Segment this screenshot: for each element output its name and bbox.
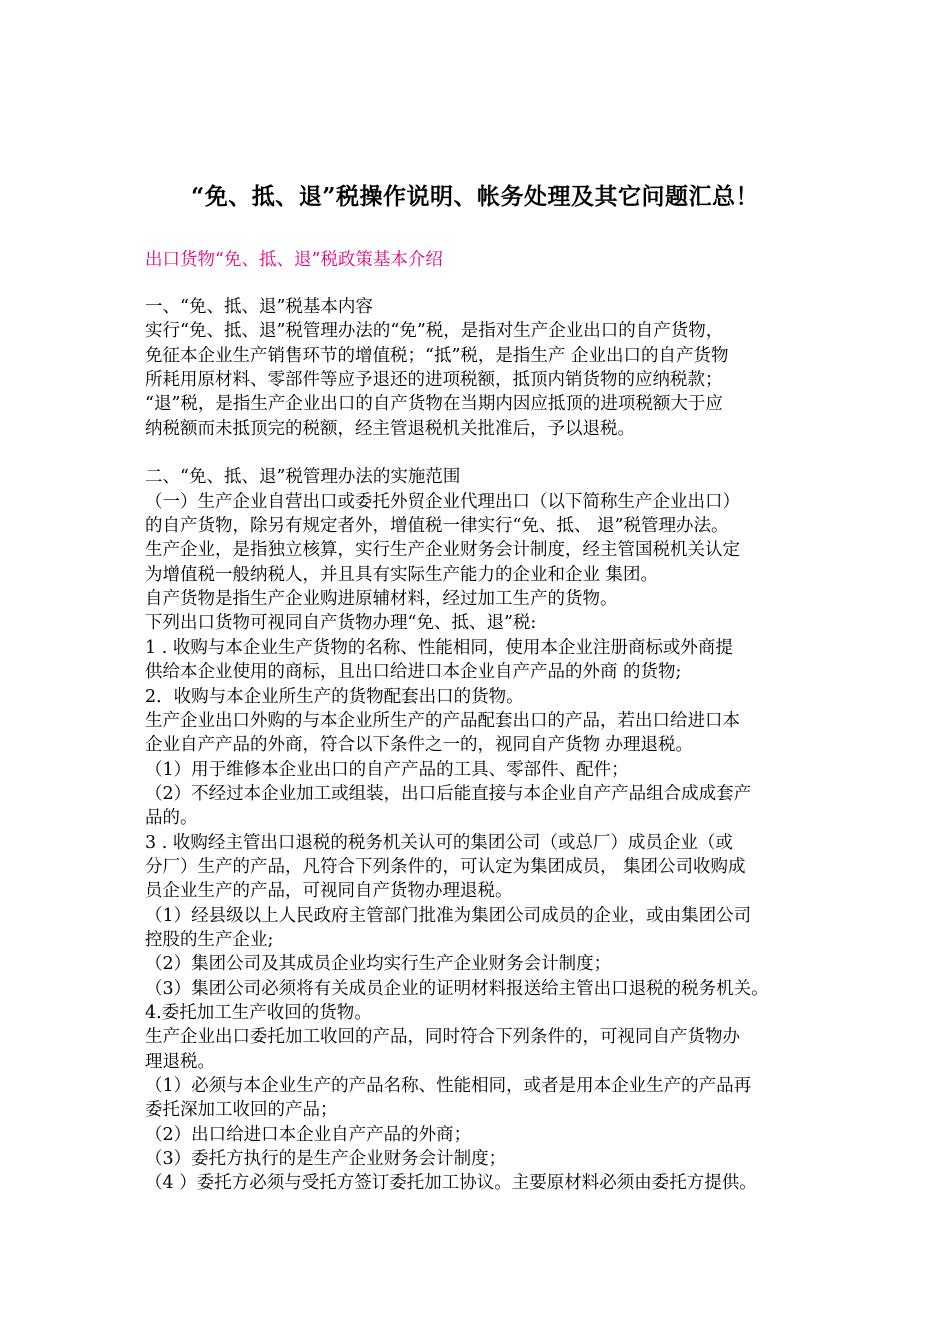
paragraph-line: 1 . 收购与本企业生产货物的名称、性能相同，使用本企业注册商标或外商提 xyxy=(145,637,733,658)
section-subtitle: 出口货物“免、抵、退”税政策基本介绍 xyxy=(145,250,443,270)
paragraph-line: 2．收购与本企业所生产的货物配套出口的货物。 xyxy=(145,686,524,707)
paragraph-line: 生产企业，是指独立核算，实行生产企业财务会计制度，经主管国税机关认定 xyxy=(145,540,740,561)
paragraph-line: 供给本企业使用的商标，且出口给进口本企业自产产品的外商 的货物; xyxy=(145,662,682,683)
paragraph-line: “退”税，是指生产企业出口的自产货物在当期内因应抵顶的进项税额大于应 xyxy=(145,394,723,415)
paragraph-line: 下列出口货物可视同自产货物办理“免、抵、退”税: xyxy=(145,613,537,634)
paragraph-line: 自产货物是指生产企业购进原辅材料，经过加工生产的货物。 xyxy=(145,589,618,610)
body-text xyxy=(145,295,835,1196)
paragraph-line: 纳税额而未抵顶完的税额，经主管退税机关批准后，予以退税。 xyxy=(145,418,635,439)
paragraph-line: 4.委托加工生产收回的货物。 xyxy=(145,1002,372,1023)
paragraph-line: 实行“免、抵、退”税管理办法的“免”税，是指对生产企业出口的自产货物， xyxy=(145,321,724,342)
paragraph-line: 企业自产产品的外商，符合以下条件之一的，视同自产货物 办理退税。 xyxy=(145,735,694,756)
paragraph-line: 免征本企业生产销售环节的增值税；“抵”税，是指生产 企业出口的自产货物 xyxy=(145,345,729,366)
paragraph-line: （1）用于维修本企业出口的自产产品的工具、零部件、配件； xyxy=(145,759,629,780)
paragraph-line: 员企业生产的产品，可视同自产货物办理退税。 xyxy=(145,881,513,902)
paragraph-line: 一、“免、抵、退”税基本内容 xyxy=(145,297,373,317)
paragraph-line: （4 ）委托方必须与受托方签订委托加工协议。主要原材料必须由委托方提供。 xyxy=(145,1173,757,1194)
paragraph-line: 3 . 收购经主管出口退税的税务机关认可的集团公司（或总厂）成员企业（或 xyxy=(145,832,733,853)
paragraph-line: 品的。 xyxy=(145,808,198,829)
paragraph-line: （2）出口给进口本企业自产产品的外商； xyxy=(145,1124,472,1145)
paragraph-line: 二、“免、抵、退”税管理办法的实施范围 xyxy=(145,467,461,488)
paragraph-line: （3）集团公司必须将有关成员企业的证明材料报送给主管出口退税的税务机关。 xyxy=(145,978,769,999)
paragraph-line: 控股的生产企业; xyxy=(145,929,274,950)
paragraph-line: （一）生产企业自营出口或委托外贸企业代理出口（以下简称生产企业出口） xyxy=(145,491,740,512)
paragraph-line: （1）经县级以上人民政府主管部门批准为集团公司成员的企业，或由集团公司 xyxy=(145,905,752,926)
paragraph-line: （2）集团公司及其成员企业均实行生产企业财务会计制度； xyxy=(145,954,612,975)
paragraph-line: 所耗用原材料、零部件等应予退还的进项税额，抵顶内销货物的应纳税款； xyxy=(145,370,723,391)
paragraph-line: 理退税。 xyxy=(145,1051,215,1072)
paragraph-line: 分厂）生产的产品，凡符合下列条件的，可认定为集团成员， 集团公司收购成 xyxy=(145,856,746,877)
paragraph-line: 为增值税一般纳税人，并且具有实际生产能力的企业和企业 集团。 xyxy=(145,564,659,585)
paragraph-line: 生产企业出口外购的与本企业所生产的产品配套出口的产品，若出口给进口本 xyxy=(145,710,740,731)
paragraph-line: 委托深加工收回的产品； xyxy=(145,1100,338,1121)
paragraph-line: （3）委托方执行的是生产企业财务会计制度； xyxy=(145,1149,507,1170)
blank-line xyxy=(145,441,835,465)
paragraph-line: （1）必须与本企业生产的产品名称、性能相同，或者是用本企业生产的产品再 xyxy=(145,1076,752,1096)
paragraph-line: 生产企业出口委托加工收回的产品，同时符合下列条件的，可视同自产货物办 xyxy=(145,1027,740,1048)
paragraph-line: （2）不经过本企业加工或组装，出口后能直接与本企业自产产品组合成成套产 xyxy=(145,783,752,804)
document-title: “免、抵、退”税操作说明、帐务处理及其它问题汇总！ xyxy=(191,183,759,210)
paragraph-line: 的自产货物，除另有规定者外，增值税一律实行“免、抵、 退”税管理办法。 xyxy=(145,516,729,537)
